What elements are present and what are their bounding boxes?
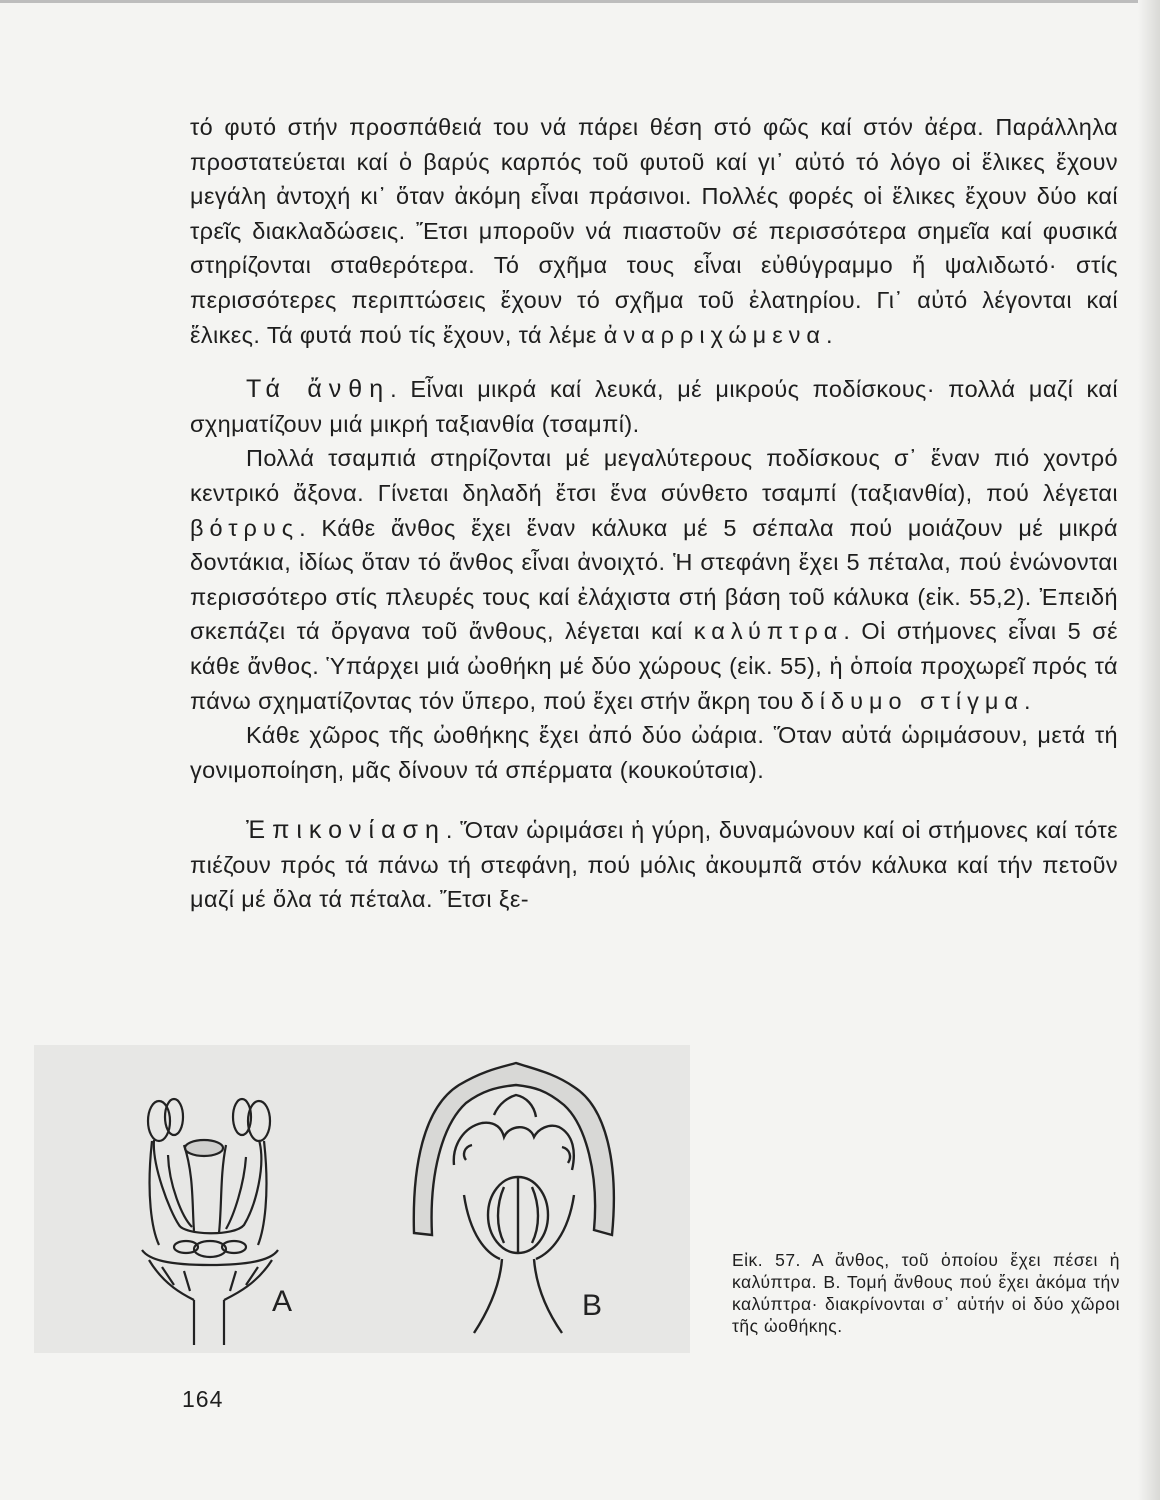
paragraph-pollination: Ἐπικονίαση. Ὅταν ὡριμάσει ἡ γύρη, δυναμώνουν καί οἱ στήμονες καί τότε πιέζουν πρός τά πάνω τή στεφάνη, πού μόλις ἀκουμπᾶ στόν κάλυκα καί τήν πετοῦν μαζί μέ ὅλα τά πέταλα. Ἔτσι ξε- (190, 816, 1119, 913)
paragraph-tendrils: τό φυτό στήν προσπάθειά του νά πάρει θέση στό φῶς καί στόν ἀέρα. Παράλληλα προστατεύεται καί ὁ βαρύς καρπός τοῦ φυτοῦ καί γι᾽ αὐτό τό λόγο οἱ ἕλικες ἔχουν μεγάλη ἀντοχή κι᾽ ὅταν ἀκόμη εἶναι πράσινοι. Πολλές φορές οἱ ἕλικες ἔχουν δύο καί τρεῖς διακλαδώσεις. Ἔτσι μποροῦν νά πιαστοῦν σέ περισσότερα σημεῖα καί φυσικά στηρίζονται σταθερότερα. Τό σχῆμα τους εἶναι εὐθύγραμμο ἤ ψαλιδωτό· στίς περισσότερες περιπτώσεις ἔχουν τό σχῆμα τοῦ ἐλατηρίου. Γι᾽ αὐτό λέγονται καί ἕλικες. Τά φυτά πού τίς ἔχουν, τά λέμε ἀναρριχώμενα. (190, 114, 1118, 348)
term-botrys: βότρυς (190, 514, 300, 541)
term-anarrichomena: ἀναρριχώμενα (603, 321, 827, 348)
body-text (190, 110, 1118, 917)
term-stigma: δίδυμο στίγμα (800, 687, 1024, 714)
figure-57 (34, 1045, 690, 1353)
figure-label-b: B (582, 1289, 603, 1322)
flower-a-drawing (142, 1099, 278, 1345)
heading-anthi: Τά ἄνθη (246, 375, 391, 404)
paragraph-flowers: Τά ἄνθη. Εἶναι μικρά καί λευκά, μέ μικρούς ποδίσκους· πολλά μαζί καί σχηματίζουν μιά μικρή ταξιανθία (τσαμπί). (190, 375, 1119, 437)
paragraph-cluster: Πολλά τσαμπιά στηρίζονται μέ μεγαλύτερους ποδίσκους σ᾽ ἕναν πιό χοντρό κεντρικό ἄξονα. Γίνεται δηλαδή ἔτσι ἕνα σύνθετο τσαμπί (ταξιανθία), πού λέγεται βότρυς. Κάθε ἄνθος ἔχει ἕναν κάλυκα μέ 5 σέπαλα πού μοιάζουν μέ μικρά δοντάκια, ἰδίως ὅταν τό ἄνθος εἶναι ἀνοιχτό. Ἡ στεφάνη ἔχει 5 πέταλα, πού ἑνώνονται περισσότερο στίς πλευρές τους καί ἐλάχιστα στή βάση τοῦ κάλυκα (εἰκ. 55,2). Ἐπειδή σκεπάζει τά ὄργανα τοῦ ἄνθους, λέγεται καί καλύπτρα. Οἱ στήμονες εἶναι 5 σέ κάθε ἄνθος. Ὑπάρχει μιά ὠοθήκη μέ δύο χώρους (εἰκ. 55), ἡ ὁποία προχωρεῖ πρός τά πάνω σχηματίζοντας τόν ὕπερο, πού ἔχει στήν ἄκρη του δίδυμο στίγμα. (190, 445, 1118, 714)
figure-caption: Εἰκ. 57. Α ἄνθος, τοῦ ὁποίου ἔχει πέσει ἡ καλύπτρα. Β. Τομή ἄνθους πού ἔχει ἀκόμα τήν καλύπτρα· διακρίνονται σ᾽ αὐτήν οἱ δύο χῶροι τῆς ὠοθήκης. (732, 1250, 1120, 1336)
page-binding-shadow (1138, 0, 1160, 1500)
paragraph-ovules: Κάθε χῶρος τῆς ὠοθήκης ἔχει ἀπό δύο ὠάρια. Ὅταν αὐτά ὡριμάσουν, μετά τή γονιμοποίηση, μᾶς δίνουν τά σπέρματα (κουκούτσια). (190, 722, 1118, 783)
figure-label-a: A (272, 1285, 293, 1318)
heading-epikoniasi: Ἐπικονίαση (246, 816, 446, 845)
term-kaluptra: καλύπτρα (693, 618, 844, 645)
page-number: 164 (182, 1386, 224, 1412)
page-top-edge (0, 0, 1160, 3)
